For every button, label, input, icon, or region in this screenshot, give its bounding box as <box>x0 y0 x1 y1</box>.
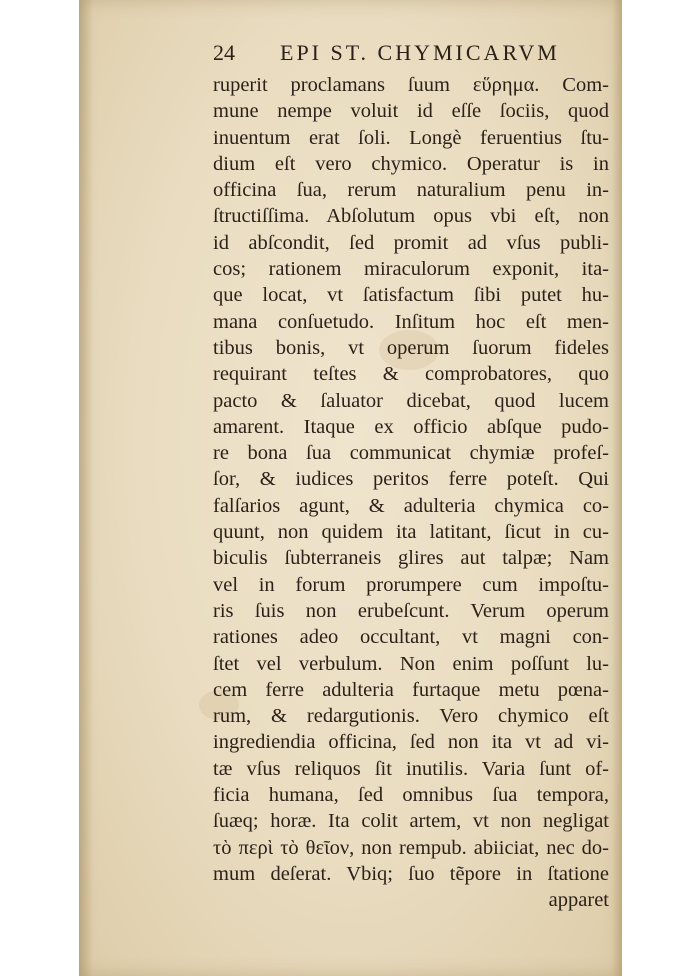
text-line: ſor, & iudices peritos ferre poteſt. Qui <box>213 468 609 491</box>
page-edge-shadow <box>612 0 622 976</box>
text-line: ingrediendia officina, ſed non ita vt ad vi- <box>213 731 609 754</box>
text-line: pacto & ſaluator dicebat, quod lucem <box>213 389 609 412</box>
text-line: rum, & redargutionis. Vero chymico eſt <box>213 705 609 728</box>
text-line: mana conſuetudo. Inſitum hoc eſt men- <box>213 310 609 333</box>
text-line: id abſcondit, ſed promit ad vſus publi- <box>213 231 609 254</box>
text-line: amarent. Itaque ex officio abſque pudo- <box>213 415 609 438</box>
text-line: τὸ περὶ τὸ θεῖον, non rempub. abiiciat, nec do- <box>213 836 609 859</box>
text-line: rationes adeo occultant, vt magni con- <box>213 626 609 649</box>
text-line: ficia humana, ſed omnibus ſua tempora, <box>213 784 609 807</box>
text-line: dium eſt vero chymico. Operatur is in <box>213 152 609 175</box>
text-line: requirant teſtes & comprobatores, quo <box>213 363 609 386</box>
running-title: EPI ST. CHYMICARVM <box>280 40 560 65</box>
text-line: ſtructiſſima. Abſolutum opus vbi eſt, non <box>213 205 609 228</box>
text-line: re bona ſua communicat chymiæ profeſ- <box>213 442 609 465</box>
text-line: tæ vſus reliquos ſit inutilis. Varia ſunt of- <box>213 757 609 780</box>
text-line: cem ferre adulteria furtaque metu pœna- <box>213 678 609 701</box>
text-line: biculis ſubterraneis glires aut talpæ; Nam <box>213 547 609 570</box>
text-line: ruperit proclamans ſuum εὕρημα. Com- <box>213 74 609 96</box>
text-line: que locat, vt ſatisfactum ſibi putet hu- <box>213 284 609 307</box>
page-gutter-shadow <box>79 0 93 976</box>
catchword: apparet <box>548 889 609 912</box>
text-line: inuentum erat ſoli. Longè feruentius ſtu- <box>213 126 609 149</box>
page-header <box>79 40 622 74</box>
text-line: mum deſerat. Vbiq; ſuo tẽpore in ſtatione <box>213 862 609 885</box>
page-number: 24 <box>213 40 235 65</box>
text-line: mune nempe voluit id eſſe ſociis, quod <box>213 100 609 123</box>
text-line: ſuæq; horæ. Ita colit artem, vt non negligat <box>213 810 609 833</box>
text-line: cos; rationem miraculorum exponit, ita- <box>213 258 609 281</box>
text-line: tibus bonis, vt operum ſuorum fideles <box>213 336 609 359</box>
text-line: quunt, non quidem ita latitant, ſicut in cu- <box>213 521 609 544</box>
text-line: officina ſua, rerum naturalium penu in- <box>213 179 609 202</box>
body-text <box>213 72 609 914</box>
text-line: falſarios agunt, & adulteria chymica co- <box>213 494 609 517</box>
text-line: ſtet vel verbulum. Non enim poſſunt lu- <box>213 652 609 675</box>
book-page <box>79 0 622 976</box>
text-line: ris ſuis non erubeſcunt. Verum operum <box>213 599 609 622</box>
text-line: vel in forum prorumpere cum impoſtu- <box>213 573 609 596</box>
